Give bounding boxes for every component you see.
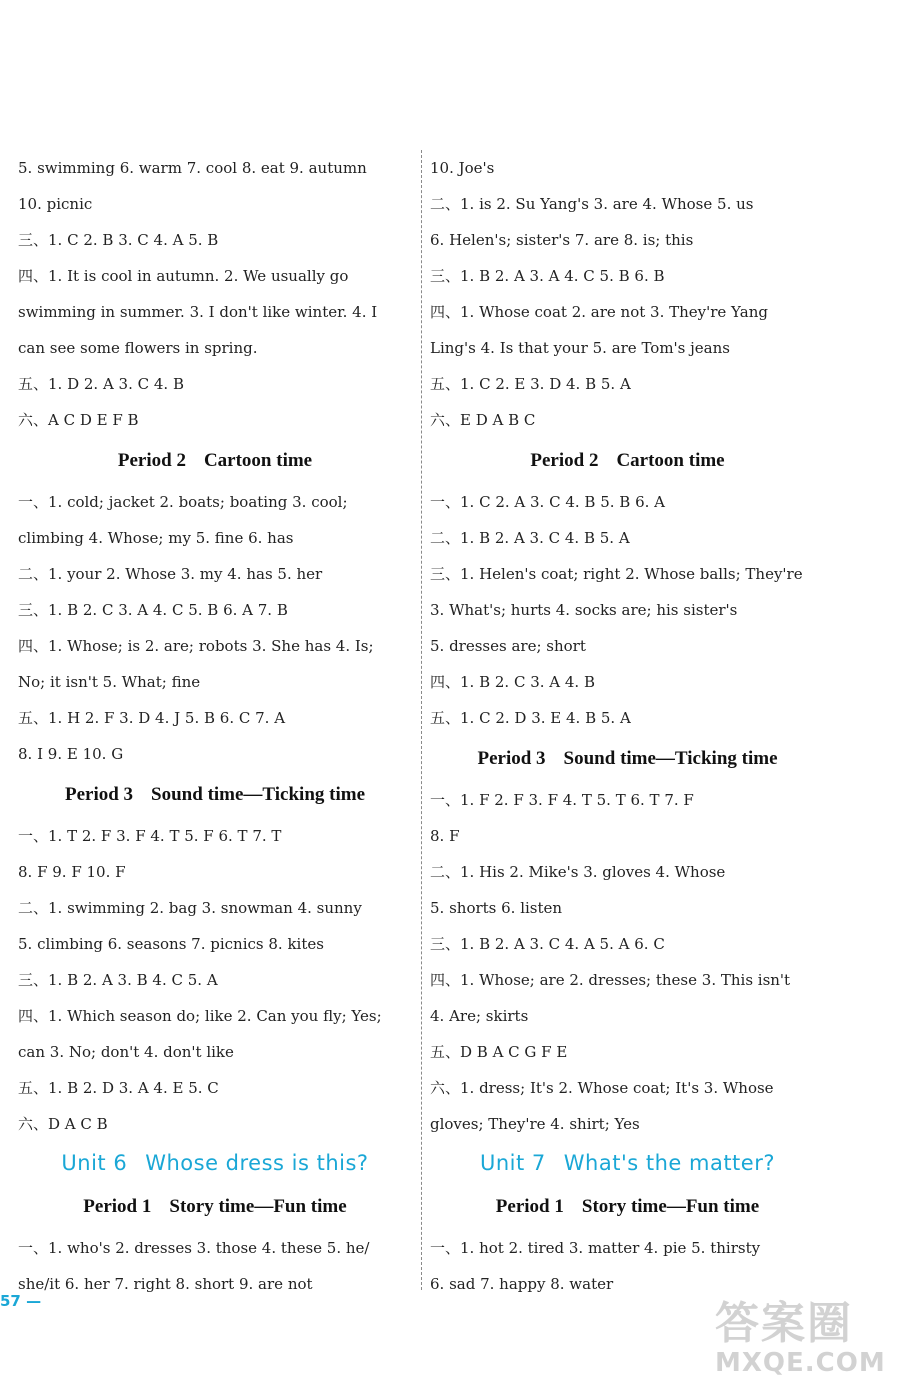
answer-line: 二、1. swimming 2. bag 3. snowman 4. sunny	[18, 899, 362, 917]
answer-line: 5. swimming 6. warm 7. cool 8. eat 9. autumn	[18, 159, 367, 177]
unit-heading	[430, 1142, 825, 1184]
answer-line: 6. sad 7. happy 8. water	[430, 1275, 614, 1293]
answer-line: 五、1. H 2. F 3. D 4. J 5. B 6. C 7. A	[18, 709, 286, 727]
answer-line: 五、1. B 2. D 3. A 4. E 5. C	[18, 1079, 219, 1097]
right-answer-column	[430, 150, 825, 1302]
answer-line: can see some flowers in spring.	[18, 339, 258, 357]
answer-line: 五、1. C 2. E 3. D 4. B 5. A	[430, 375, 631, 393]
period-title: Sound time—Ticking time	[151, 784, 366, 805]
answer-line: 5. climbing 6. seasons 7. picnics 8. kites	[18, 935, 324, 953]
answer-line: 三、1. B 2. C 3. A 4. C 5. B 6. A 7. B	[18, 601, 288, 619]
period-heading	[18, 438, 412, 484]
answer-line: 一、1. T 2. F 3. F 4. T 5. F 6. T 7. T	[18, 827, 282, 845]
period-title: Cartoon time	[203, 450, 313, 471]
period-heading	[430, 736, 825, 782]
answer-line: 10. Joe's	[430, 159, 495, 177]
period-title: Story time—Fun time	[169, 1196, 347, 1217]
answer-line: 8. F	[430, 827, 460, 845]
answer-line: 二、1. His 2. Mike's 3. gloves 4. Whose	[430, 863, 726, 881]
answer-line: 六、A C D E F B	[18, 411, 139, 429]
watermark-site: MXQE.COM	[715, 1348, 886, 1378]
answer-line: 六、D A C B	[18, 1115, 108, 1133]
answer-line: 三、1. C 2. B 3. C 4. A 5. B	[18, 231, 219, 249]
unit-title: What's the matter?	[563, 1151, 775, 1175]
answer-line: Ling's 4. Is that your 5. are Tom's jeans	[430, 339, 730, 357]
period-title: Cartoon time	[616, 450, 725, 471]
period-number: Period 2	[117, 450, 186, 471]
answer-line: 四、1. It is cool in autumn. 2. We usually go	[18, 267, 349, 285]
period-heading	[430, 438, 825, 484]
answer-line: No; it isn't 5. What; fine	[18, 673, 201, 691]
period-heading	[18, 772, 412, 818]
watermark-mark: 答案圈	[715, 1298, 853, 1349]
answer-line: 8. I 9. E 10. G	[18, 745, 124, 763]
answer-line: 一、1. hot 2. tired 3. matter 4. pie 5. thirsty	[430, 1239, 761, 1257]
answer-line: 二、1. is 2. Su Yang's 3. are 4. Whose 5. us	[430, 195, 754, 213]
answer-line: 三、1. B 2. A 3. C 4. A 5. A 6. C	[430, 935, 665, 953]
answer-line: 六、E D A B C	[430, 411, 536, 429]
answer-line: 一、1. F 2. F 3. F 4. T 5. T 6. T 7. F	[430, 791, 694, 809]
answer-line: 一、1. cold; jacket 2. boats; boating 3. cool;	[18, 493, 348, 511]
column-divider	[421, 150, 422, 1290]
unit-number: Unit 6	[61, 1151, 128, 1175]
answer-line: 四、1. Whose; are 2. dresses; these 3. This isn't	[430, 971, 791, 989]
answer-line: 六、1. dress; It's 2. Whose coat; It's 3. Whose	[430, 1079, 774, 1097]
answer-line: 五、1. D 2. A 3. C 4. B	[18, 375, 184, 393]
answer-line: swimming in summer. 3. I don't like winter. 4. I	[18, 303, 378, 321]
answer-line: 10. picnic	[18, 195, 93, 213]
answer-line: 四、1. Which season do; like 2. Can you fly; Yes;	[18, 1007, 382, 1025]
unit-number: Unit 7	[480, 1151, 546, 1175]
answer-line: gloves; They're 4. shirt; Yes	[430, 1115, 640, 1133]
answer-line: 一、1. who's 2. dresses 3. those 4. these 5. he/	[18, 1239, 370, 1257]
answer-line: 6. Helen's; sister's 7. are 8. is; this	[430, 231, 694, 249]
period-title: Sound time—Ticking time	[563, 748, 778, 769]
left-answer-column	[18, 150, 412, 1302]
period-number: Period 1	[83, 1196, 152, 1217]
answer-line: 三、1. B 2. A 3. B 4. C 5. A	[18, 971, 218, 989]
answer-line: 二、1. your 2. Whose 3. my 4. has 5. her	[18, 565, 323, 583]
page-number: 57 —	[0, 1292, 42, 1310]
answer-line: 5. shorts 6. listen	[430, 899, 563, 917]
period-number: Period 3	[64, 784, 134, 805]
answer-line: 8. F 9. F 10. F	[18, 863, 126, 881]
period-heading	[430, 1184, 825, 1230]
period-title: Story time—Fun time	[581, 1196, 760, 1217]
period-number: Period 3	[477, 748, 546, 769]
answer-line: 四、1. Whose; is 2. are; robots 3. She has 4. Is;	[18, 637, 374, 655]
answer-line: 五、D B A C G F E	[430, 1043, 568, 1061]
period-number: Period 1	[495, 1196, 564, 1217]
watermark-logo	[715, 1300, 895, 1386]
answer-line: 三、1. B 2. A 3. A 4. C 5. B 6. B	[430, 267, 665, 285]
answer-line: 四、1. Whose coat 2. are not 3. They're Yang	[430, 303, 769, 321]
period-number: Period 2	[530, 450, 599, 471]
answer-line: 三、1. Helen's coat; right 2. Whose balls; They're	[430, 565, 803, 583]
answer-line: can 3. No; don't 4. don't like	[18, 1043, 234, 1061]
answer-line: 四、1. B 2. C 3. A 4. B	[430, 673, 595, 691]
period-heading	[18, 1184, 412, 1230]
answer-line: 一、1. C 2. A 3. C 4. B 5. B 6. A	[430, 493, 665, 511]
unit-heading	[18, 1142, 412, 1184]
answer-line: 二、1. B 2. A 3. C 4. B 5. A	[430, 529, 630, 547]
answer-line: climbing 4. Whose; my 5. fine 6. has	[18, 529, 294, 547]
answer-line: she/it 6. her 7. right 8. short 9. are not	[18, 1275, 313, 1293]
unit-title: Whose dress is this?	[145, 1151, 369, 1175]
answer-line: 3. What's; hurts 4. socks are; his sister's	[430, 601, 738, 619]
answer-line: 五、1. C 2. D 3. E 4. B 5. A	[430, 709, 631, 727]
answer-line: 5. dresses are; short	[430, 637, 586, 655]
answer-line: 4. Are; skirts	[430, 1007, 529, 1025]
